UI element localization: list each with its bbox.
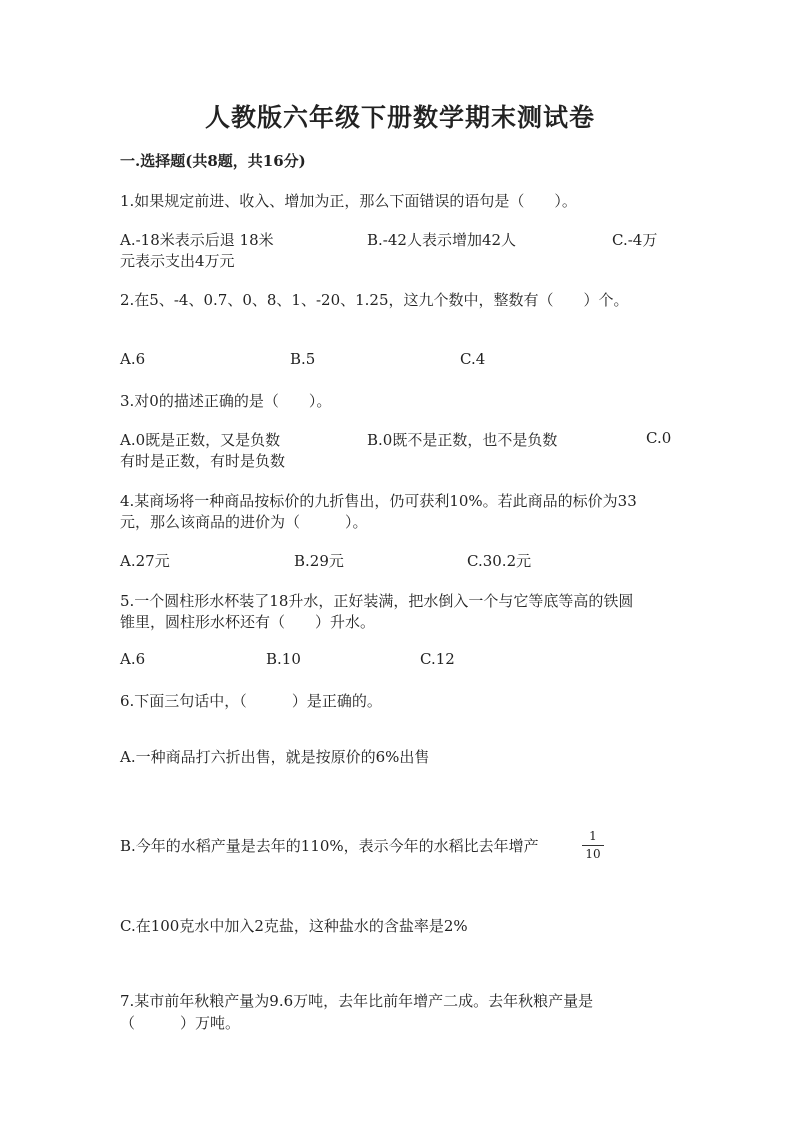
question-1-option-a: A.-18米表示后退 18米 <box>120 231 274 249</box>
question-6-stem: 6.下面三句话中，（ ）是正确的。 <box>120 692 382 710</box>
question-1-stem: 1.如果规定前进、收入、增加为正，那么下面错误的语句是（ ）。 <box>120 192 577 210</box>
fraction-one-tenth <box>582 829 604 862</box>
question-4-stem-cont: 元，那么该商品的进价为（ ）。 <box>120 513 368 531</box>
question-4-option-c: C.30.2元 <box>467 552 532 570</box>
question-5-stem-cont: 锥里，圆柱形水杯还有（ ）升水。 <box>120 613 376 631</box>
question-1-option-c-cont: 元表示支出4万元 <box>120 252 235 270</box>
question-2-option-a: A.6 <box>120 350 146 368</box>
question-3-option-a: A.0既是正数，又是负数 <box>120 431 281 449</box>
fraction-denominator: 10 <box>585 847 601 861</box>
question-2-option-b: B.5 <box>290 350 316 368</box>
question-4-option-a: A.27元 <box>120 552 170 570</box>
fraction-numerator: 1 <box>589 829 597 843</box>
question-1-option-b: B.-42人表示增加42人 <box>367 231 517 249</box>
question-7-stem: 7.某市前年秋粮产量为9.6万吨，去年比前年增产二成。去年秋粮产量是 <box>120 992 594 1010</box>
question-5-option-b: B.10 <box>266 650 301 668</box>
question-6-option-b: B.今年的水稻产量是去年的110%，表示今年的水稻比去年增产 <box>120 837 539 855</box>
question-6-option-c: C.在100克水中加入2克盐，这种盐水的含盐率是2% <box>120 917 468 935</box>
question-5-stem: 5.一个圆柱形水杯装了18升水，正好装满，把水倒入一个与它等底等高的铁圆 <box>120 592 634 610</box>
question-5-option-a: A.6 <box>120 650 146 668</box>
question-7-stem-cont: （ ）万吨。 <box>120 1014 241 1032</box>
section-heading: 一.选择题(共8题，共16分) <box>120 152 306 170</box>
question-1-option-c: C.-4万 <box>612 231 658 249</box>
question-3-option-c: C.0 <box>646 429 672 447</box>
question-5-option-c: C.12 <box>420 650 455 668</box>
question-3-stem: 3.对0的描述正确的是（ ）。 <box>120 392 332 410</box>
question-6-option-a: A.一种商品打六折出售，就是按原价的6%出售 <box>120 748 430 766</box>
fraction-bar <box>582 845 604 846</box>
question-2-option-c: C.4 <box>460 350 486 368</box>
question-4-stem: 4.某商场将一种商品按标价的九折售出，仍可获利10%。若此商品的标价为33 <box>120 492 637 510</box>
question-4-option-b: B.29元 <box>294 552 344 570</box>
question-3-option-b: B.0既不是正数，也不是负数 <box>367 431 558 449</box>
question-2-stem: 2.在5、-4、0.7、0、8、1、-20、1.25，这九个数中，整数有（ ）个。 <box>120 291 629 309</box>
page-title: 人教版六年级下册数学期末测试卷 <box>204 103 595 132</box>
question-3-option-c-cont: 有时是正数，有时是负数 <box>120 452 286 470</box>
